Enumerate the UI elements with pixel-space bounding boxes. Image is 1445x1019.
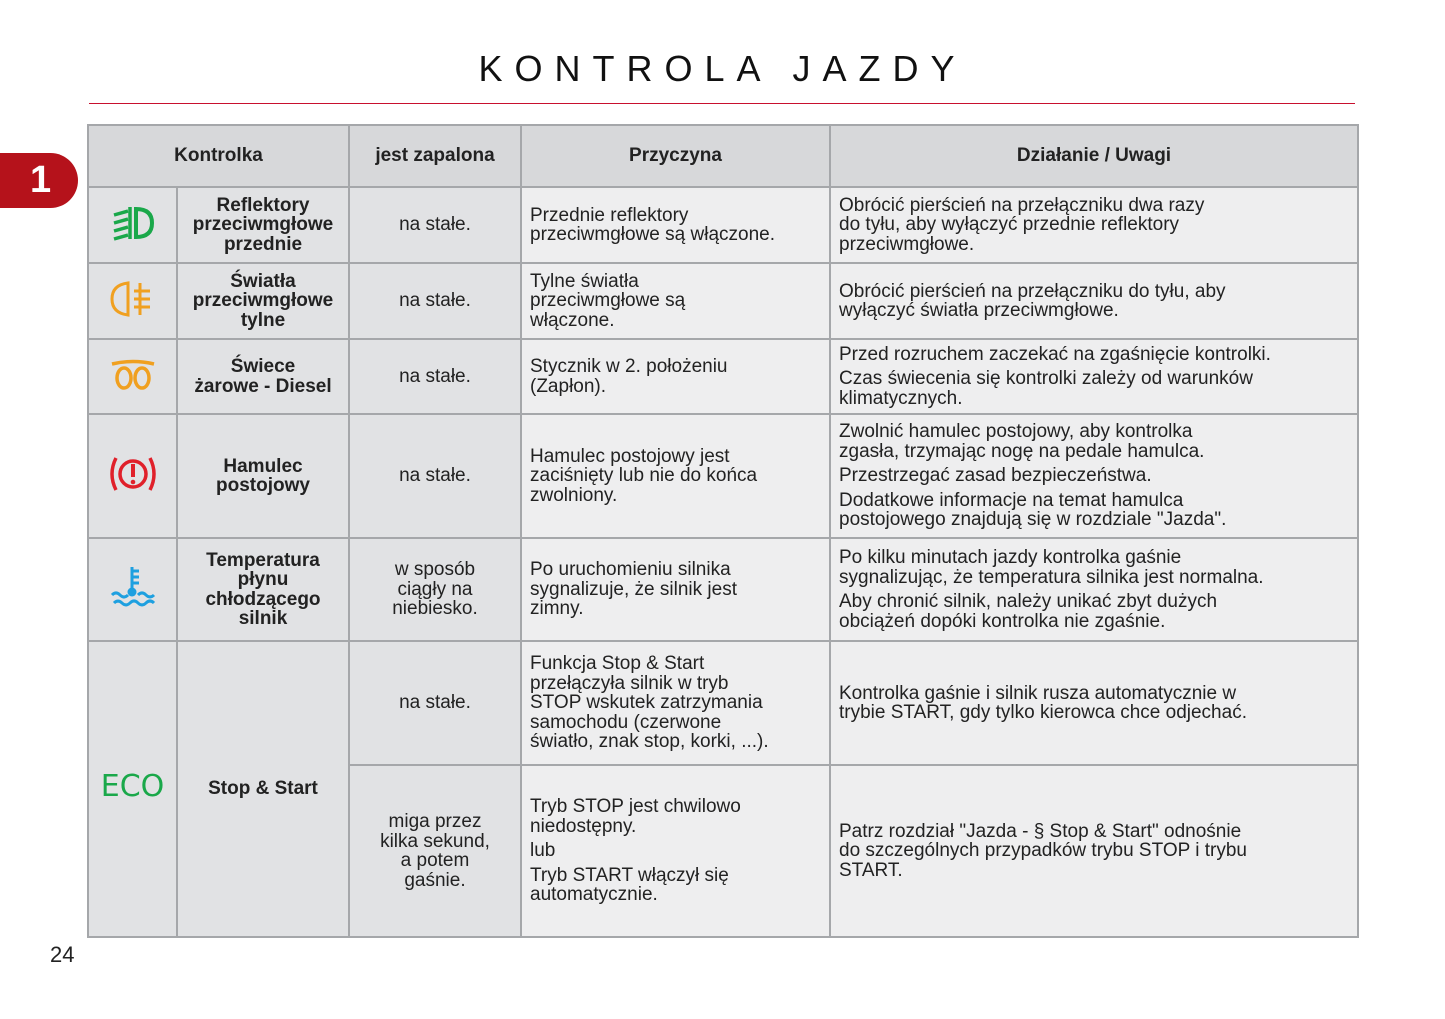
action-paragraph: Obrócić pierścień na przełączniku dwa razy do tyłu, aby wyłączyć przednie reflektory przeciwmgłowe. bbox=[839, 194, 1205, 255]
light-action bbox=[830, 765, 1358, 937]
light-cause bbox=[521, 187, 830, 263]
light-cause bbox=[521, 414, 830, 538]
cell-text: Kontrolka gaśnie i silnik rusza automatycznie w trybie START, gdy tylko kierowca chce odjechać. bbox=[839, 682, 1247, 723]
light-action bbox=[830, 187, 1358, 263]
action-paragraph: Przed rozruchem zaczekać na zgaśnięcie kontrolki. bbox=[839, 343, 1271, 365]
cell-text: na stałe. bbox=[399, 365, 471, 387]
table-row bbox=[88, 339, 1358, 414]
coolant-temperature-icon bbox=[88, 538, 177, 641]
action-paragraph: Zwolnić hamulec postojowy, aby kontrolka zgasła, trzymając nogę na pedale hamulca. bbox=[839, 421, 1205, 462]
light-action bbox=[830, 538, 1358, 641]
front-fog-lamp-icon bbox=[88, 187, 177, 263]
light-state bbox=[349, 765, 521, 937]
header-kontrolka: Kontrolka bbox=[88, 125, 349, 187]
glow-plug-icon bbox=[88, 339, 177, 414]
light-state bbox=[349, 641, 521, 765]
header-state: jest zapalona bbox=[349, 125, 521, 187]
rear-fog-lamp-icon bbox=[88, 263, 177, 339]
light-cause bbox=[521, 339, 830, 414]
cell-text: Światła przeciwmgłowe tylne bbox=[192, 270, 334, 331]
header-action: Działanie / Uwagi bbox=[830, 125, 1358, 187]
action-paragraph: Obrócić pierścień na przełączniku do tyłu, aby wyłączyć światła przeciwmgłowe. bbox=[839, 280, 1226, 321]
cell-text: Przednie reflektory przeciwmgłowe są włączone. bbox=[530, 204, 775, 245]
light-state bbox=[349, 187, 521, 263]
light-state bbox=[349, 339, 521, 414]
light-name bbox=[177, 339, 349, 414]
cell-text: miga przez kilka sekund, a potem gaśnie. bbox=[380, 811, 490, 891]
action-paragraph: Aby chronić silnik, należy unikać zbyt dużych obciążeń dopóki kontrolka nie zgaśnie. bbox=[839, 591, 1218, 632]
light-name bbox=[177, 538, 349, 641]
light-action bbox=[830, 414, 1358, 538]
light-action bbox=[830, 641, 1358, 765]
cell-text: Hamulec postojowy bbox=[216, 455, 310, 496]
warning-lights-table bbox=[87, 124, 1359, 938]
cell-text: Reflektory przeciwmgłowe przednie bbox=[192, 194, 334, 255]
action-paragraph: Dodatkowe informacje na temat hamulca postojowego znajdują się w rozdziale "Jazda". bbox=[839, 489, 1227, 531]
cell-text: Świece żarowe - Diesel bbox=[194, 356, 332, 397]
table-row bbox=[88, 641, 1358, 765]
light-state bbox=[349, 263, 521, 339]
action-paragraph: Czas świecenia się kontrolki zależy od warunków klimatycznych. bbox=[839, 368, 1253, 409]
cell-text: Po uruchomieniu silnika sygnalizuje, że silnik jest zimny. bbox=[530, 559, 737, 620]
parking-brake-icon bbox=[88, 414, 177, 538]
light-state bbox=[349, 414, 521, 538]
cell-text: na stałe. bbox=[399, 692, 471, 714]
cause-paragraph: Funkcja Stop & Start przełączyła silnik w tryb STOP wskutek zatrzymania samochodu (czerwone światło, znak stop, korki, ...). bbox=[530, 653, 769, 753]
light-name bbox=[177, 187, 349, 263]
chapter-tab: 1 bbox=[0, 153, 78, 208]
page-title: KONTROLA JAZDY bbox=[478, 48, 967, 89]
light-name bbox=[177, 414, 349, 538]
cell-text: na stałe. bbox=[399, 214, 471, 236]
table-row bbox=[88, 263, 1358, 339]
action-paragraph: Po kilku minutach jazdy kontrolka gaśnie sygnalizując, że temperatura silnika jest normalna. bbox=[839, 547, 1264, 588]
table-row bbox=[88, 538, 1358, 641]
eco-icon bbox=[88, 641, 177, 937]
eco-icon-text: ECO bbox=[100, 769, 165, 805]
cause-paragraph: Tryb STOP jest chwilowo niedostępny. bbox=[530, 796, 741, 837]
light-cause bbox=[521, 765, 830, 937]
light-name bbox=[177, 641, 349, 937]
title-divider bbox=[89, 103, 1355, 104]
cell-text: na stałe. bbox=[399, 465, 471, 487]
cause-paragraph: Tryb START włączył się automatycznie. bbox=[530, 864, 729, 906]
action-paragraph: Przestrzegać zasad bezpieczeństwa. bbox=[839, 465, 1152, 487]
light-action bbox=[830, 263, 1358, 339]
light-action bbox=[830, 339, 1358, 414]
light-cause bbox=[521, 263, 830, 339]
page-number: 24 bbox=[50, 942, 75, 967]
light-cause bbox=[521, 538, 830, 641]
light-name bbox=[177, 263, 349, 339]
cell-text: Stop & Start bbox=[208, 778, 318, 800]
cell-text: Temperatura płynu chłodzącego silnik bbox=[205, 549, 321, 629]
cell-text: Tylne światła przeciwmgłowe są włączone. bbox=[530, 270, 686, 331]
cell-text: w sposób ciągły na niebiesko. bbox=[392, 559, 478, 620]
table-row bbox=[88, 187, 1358, 263]
light-state bbox=[349, 538, 521, 641]
header-cause: Przyczyna bbox=[521, 125, 830, 187]
cell-text: na stałe. bbox=[399, 290, 471, 312]
cell-text: Patrz rozdział "Jazda - § Stop & Start" odnośnie do szczególnych przypadków trybu STOP i trybu START. bbox=[839, 820, 1247, 881]
table-row bbox=[88, 414, 1358, 538]
cell-text: Stycznik w 2. położeniu (Zapłon). bbox=[530, 356, 728, 397]
light-cause bbox=[521, 641, 830, 765]
cause-paragraph: lub bbox=[530, 840, 556, 862]
cell-text: Hamulec postojowy jest zaciśnięty lub nie do końca zwolniony. bbox=[530, 445, 758, 506]
